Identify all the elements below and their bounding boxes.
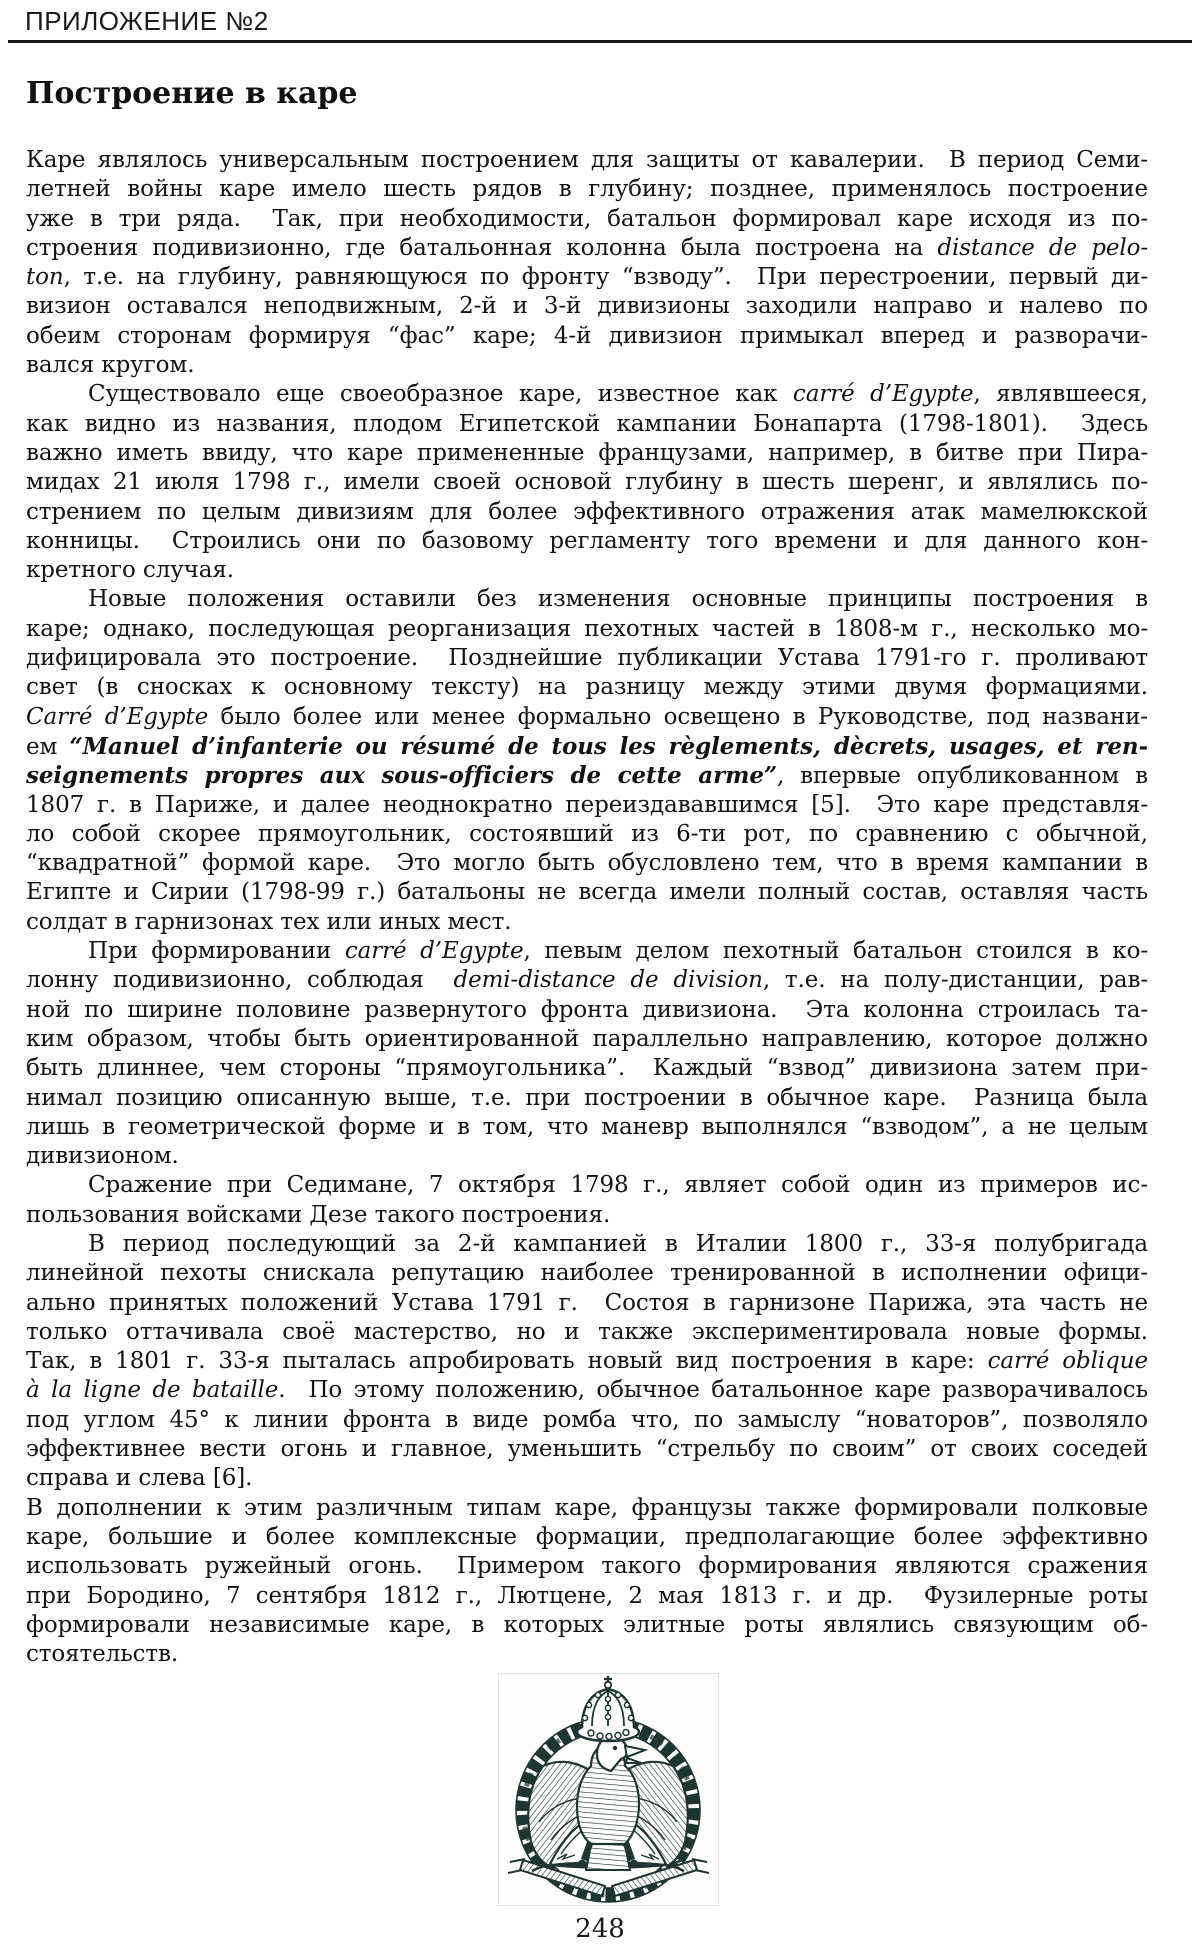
text-line: лонну подивизионно, соблюдая demi-distance de division, т.е. на полу-дистанции, рав- (26, 967, 1148, 994)
text-line: эффективнее вести огонь и главное, уменьшить “стрельбу по своим” от своих соседей (26, 1436, 1148, 1463)
text-line: Новые положения оставили без изменения основные принципы построения в (88, 586, 1148, 613)
text-line: каре, большие и более комплексные формации, предполагающие более эффективно (26, 1523, 1148, 1550)
crowned-eagle-icon (499, 1674, 718, 1905)
text-line: ем “Manuel d’infanterie ou résumé de tous les règlements, dècrets, usages, et ren- (26, 732, 1148, 760)
text-line: В период последующий за 2-й кампанией в Италии 1800 г., 33-я полубригада (88, 1230, 1148, 1257)
text-line: обеим сторонам формируя “фас” каре; 4-й дивизион примыкал вперед и разворачи- (26, 322, 1148, 349)
header-divider (8, 40, 1192, 43)
text-line: формировали независимые каре, в которых элитные роты являлись связующим об- (26, 1611, 1148, 1638)
text-line: вался кругом. (26, 352, 195, 379)
text-line: Сражение при Седимане, 7 октября 1798 г., являет собой один из примеров ис- (88, 1172, 1148, 1199)
text-line: справа и слева [6]. (26, 1465, 253, 1492)
text-line: ton, т.е. на глубину, равняющуюся по фронту “взводу”. При перестроении, первый ди- (26, 264, 1148, 291)
imperial-eagle-emblem (498, 1673, 719, 1906)
text-line: под углом 45° к линии фронта в виде ромба что, по замыслу “новаторов”, позволяло (26, 1406, 1148, 1433)
text-line: дивизионом. (26, 1143, 179, 1170)
text-line: как видно из названия, плодом Египетской кампании Бонапарта (1798-1801). Здесь (26, 410, 1148, 437)
text-line: ким образом, чтобы быть ориентированной параллельно направлению, которое должно (26, 1025, 1148, 1052)
text-line: Carré d’Egypte было более или менее формально освещено в Руководстве, под названи- (26, 703, 1148, 730)
text-line: пользования войсками Дезе такого построения. (26, 1201, 611, 1228)
appendix-header: ПРИЛОЖЕНИЕ №2 (25, 6, 269, 36)
text-line: солдат в гарнизонах тех или иных мест. (26, 908, 512, 935)
page-title: Построение в каре (26, 76, 358, 111)
text-line: использовать ружейный огонь. Примером такого формирования являются сражения (26, 1553, 1148, 1580)
text-line: уже в три ряда. Так, при необходимости, батальон формировал каре исходя из по- (26, 205, 1148, 232)
text-line: дифицировала это построение. Позднейшие публикации Устава 1791-го г. проливают (26, 645, 1148, 672)
text-line: визион оставался неподвижным, 2-й и 3-й дивизионы заходили направо и налево по (26, 293, 1148, 320)
text-line: ной по ширине половине развернутого фронта дивизиона. Эта колонна строилась та- (26, 996, 1148, 1023)
text-line: В дополнении к этим различным типам каре, французы также формировали полковые (26, 1494, 1148, 1521)
document-lines (26, 146, 1148, 1669)
text-line: 1807 г. в Париже, и далее неоднократно переиздававшимся [5]. Это каре представля- (26, 791, 1148, 818)
text-line: летней войны каре имело шесть рядов в глубину; позднее, применялось построение (26, 176, 1148, 203)
text-line: при Бородино, 7 сентября 1812 г., Лютцене, 2 мая 1813 г. и др. Фузилерные роты (26, 1582, 1148, 1609)
text-line: важно иметь ввиду, что каре примененные французами, например, в битве при Пира- (26, 439, 1148, 466)
text-line: кретного случая. (26, 557, 234, 584)
text-line: seignements propres aux sous-officiers de cette arme”, впервые опубликованном в (26, 762, 1148, 790)
text-line: Существовало еще своеобразное каре, известное как carré d’Egypte, являвшееся, (88, 381, 1148, 408)
text-line: ально принятых положений Устава 1791 г. Состоя в гарнизоне Парижа, эта часть не (26, 1289, 1148, 1316)
text-line: à la ligne de bataille. По этому положению, обычное батальонное каре разворачивалось (26, 1377, 1148, 1404)
text-line: Так, в 1801 г. 33-я пыталась апробировать новый вид построения в каре: carré oblique (26, 1348, 1148, 1375)
text-line: Каре являлось универсальным построением для защиты от кавалерии. В период Семи- (26, 147, 1148, 173)
text-line: мидах 21 июля 1798 г., имели своей основой глубину в шесть шеренг, и являлись по- (26, 469, 1148, 496)
text-line: строения подивизионно, где батальонная колонна была построена на distance de pelo- (26, 234, 1148, 261)
text-line: линейной пехоты снискала репутацию наиболее тренированной в исполнении офици- (26, 1260, 1148, 1287)
text-line: быть длиннее, чем стороны “прямоугольника”. Каждый “взвод” дивизиона затем при- (26, 1055, 1148, 1082)
text-line: “квадратной” формой каре. Это могло быть обусловлено тем, что в время кампании в (26, 850, 1148, 877)
text-line: стрением по целым дивизиям для более эффективного отражения атак мамелюкской (26, 498, 1148, 525)
text-line: свет (в сносках к основному тексту) на разницу между этими двумя формациями. (26, 674, 1148, 701)
text-line: конницы. Строились они по базовому регламенту того времени и для данного кон- (26, 527, 1148, 554)
text-line: каре; однако, последующая реорганизация пехотных частей в 1808-м г., несколько мо- (26, 615, 1148, 642)
text-line: При формировании carré d’Egypte, певым делом пехотный батальон стоился в ко- (88, 938, 1148, 965)
text-line: стоятельств. (26, 1641, 179, 1668)
text-line: только оттачивала своё мастерство, но и также экспериментировала новые формы. (26, 1318, 1148, 1345)
text-line: лишь в геометрической форме и в том, что маневр выполнялся “взводом”, а не целым (26, 1113, 1148, 1140)
text-line: ло собой скорее прямоугольник, состоявший из 6-ти рот, по сравнению с обычной, (26, 820, 1148, 847)
text-line: Египте и Сирии (1798-99 г.) батальоны не всегда имели полный состав, оставляя часть (26, 879, 1148, 906)
text-line: нимал позицию описанную выше, т.е. при построении в обычное каре. Разница была (26, 1084, 1148, 1111)
page-number: 248 (575, 1914, 625, 1944)
